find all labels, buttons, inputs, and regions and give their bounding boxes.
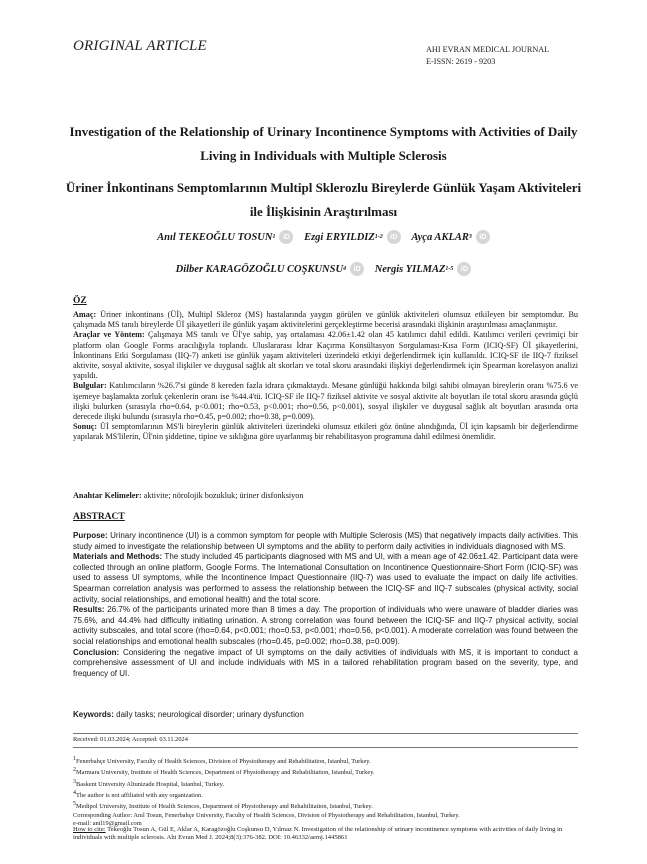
- author: Ayça AKLAR 3 iD: [411, 230, 489, 244]
- title-turkish: Üriner İnkontinans Semptomlarının Multipl Sklerozlu Bireylerde Günlük Yaşam Aktiviteleri ile İlişkisinin Araştırılması: [65, 180, 582, 219]
- orcid-icon[interactable]: iD: [387, 230, 401, 244]
- author: Dilber KARAGÖZOĞLU COŞKUNSU 4 iD: [176, 262, 364, 276]
- received-dates: Received: 01.03.2024; Accepted: 03.11.2024: [73, 736, 188, 743]
- article-type: ORIGINAL ARTICLE: [73, 38, 207, 54]
- orcid-icon[interactable]: iD: [457, 262, 471, 276]
- author: Ezgi ERYILDIZ 1-2 iD: [304, 230, 401, 244]
- orcid-icon[interactable]: iD: [350, 262, 364, 276]
- affiliation: $^5$Medipol University, Institute of Health Sciences, Department of Physiotherapy and Rehabilitation, Istanbul, Turkey.: [73, 801, 373, 811]
- email[interactable]: e-mail: anil19@gmail.com: [73, 819, 142, 827]
- journal-issn: E-ISSN: 2619 - 9203: [426, 57, 496, 66]
- abstract-results: Results: 26.7% of the participants urinated more than 8 times a day. The proportion of individuals who were unaware of bladder diaries was 75.6%, and 44.4% had difficulty initiating urination. A strong correlation was found between the ICIQ-SF and IIQ-7 physical activity, social activity subscales, and total score (rho=0.64, p<0.001; rho=0.53, p<0.001; rho=0.56, p<0.001). A moderate correlation was found between the social relationships and emotional health subscales (rho=0.45, p=0.002; rho=0.38, p=0.009).: [73, 605, 578, 646]
- abstract-conclusion: Conclusion: Considering the negative impact of UI symptoms on the daily activities of individuals with MS, it is important to conduct a comprehensive assessment of UI and include individuals with MS in a tailored rehabilitation program based on the severity, type, and frequency of UI.: [73, 647, 578, 678]
- oz-amac: Amaç: Üriner inkontinans (Üİ), Multipl Skleroz (MS) hastalarında yaygın görülen ve günlük aktiviteleri olumsuz etkileyen bir semptomdur. Bu çalışmada MS tanılı bireylerde Üİ şikayetleri ile günlük yaşam aktivitelerini gerçekleştirme becerisi arasındaki ilişkinin araştırılması amaçlanmıştır.: [73, 310, 578, 330]
- oz-heading: ÖZ: [73, 296, 87, 306]
- corresponding-author: Corresponding Author: Anıl Tosun, Fenerbahçe University, Faculty of Health Sciences, Division of Physiotherapy and Rehabilitation, Istanbul, Turkey.: [73, 811, 460, 819]
- divider: [73, 747, 578, 748]
- journal-name: AHI EVRAN MEDICAL JOURNAL: [426, 45, 550, 54]
- affiliation: $^2$Marmara University, Institute of Health Sciences, Department of Physiotherapy and Rehabilitation, Istanbul, Turkey.: [73, 767, 375, 777]
- oz-sonuc: Sonuç: Üİ semptomlarının MS'li bireylerin günlük aktiviteleri üzerindeki olumsuz etkileri göz önüne alındığında, Üİ için kapsamlı bir değerlendirme yapılarak MS'lilerin, Üİ'nin şiddetine, tipine ve sıklığına göre uyarlanmış bir rehabilitasyon programına dahil edilmesi önemlidir.: [73, 422, 578, 442]
- oz-arac: Araçlar ve Yöntem: Çalışmaya MS tanılı ve Üİ'ye sahip, yaş ortalaması 42.06±1.42 olan 45 katılımcı dahil edildi. Katılımcı verileri çevrimiçi bir platform olan Google Forms aracılığıyla toplandı. Uluslararası İdrar Kaçırma Konsültasyon Sorgulaması-Kısa Form (ICIQ-SF) Üİ şikayetlerini, İnkontinans Etki Sorgulaması (IIQ-7) anketi ise günlük yaşam aktiviteleri üzerindeki etkiyi değerlendirmek için kullanıldı. ICIQ-SF ile IIQ-7 fiziksel aktivite, sosyal aktivite, sosyal ilişkiler ve duygusal sağlık alt skorları ve total skoru arasındaki ilişkiyi değerlendirmek için Spearman korelasyon analizi yapıldı.: [73, 330, 578, 381]
- oz-keywords: Anahtar Kelimeler: aktivite; nörolojik bozukluk; üriner disfonksiyon: [73, 491, 304, 500]
- author: Nergis YILMAZ 1-5 iD: [375, 262, 472, 276]
- abstract-body: [73, 531, 578, 679]
- affiliation: $^3$Baskent University Altunizade Hospital, Istanbul, Turkey.: [73, 778, 224, 788]
- orcid-icon[interactable]: iD: [279, 230, 293, 244]
- abstract-methods: Materials and Methods: The study included 45 participants diagnosed with MS and UI, with a mean age of 42.06±1.42. Participant data were collected through an online platform, Google Forms. The International Consultation on Incontinence Questionnaire-Short Form (ICIQ-SF) was used to assess UI symptoms, while the Incontinence Impact Questionnaire (IIQ-7) was used to evaluate the impact on daily life activities. Spearman correlation analysis was performed to assess the relationship between the ICIQ-SF and IIQ-7 subscales (physical activity, social activity, social relationships, and emotional health) and the total score.: [73, 552, 578, 604]
- oz-bulgular: Bulgular: Katılımcıların %26.7'si günde 8 kereden fazla idrara çıkmaktaydı. Mesane günlüğü hakkında bilgi sahibi olmayan bireylerin oranı %75.6 ve işemeye başlamakta zorluk çekenlerin oranı ise %44.4'tü. ICIQ-SF ile IIQ-7 fiziksel aktivite ve sosyal aktivite alt boyutları ile total skoru arasında güçlü ilişki bulurken (sırasıyla rho=0.64, p<0.001; rho=0.53, p<0.001; rho=0.56, p<0.001), sosyal ilişkiler ve duygusal sağlık alt boyutları arasında orta derecede ilişki bulundu (sırasıyla rho=0.45, p=0.002; rho=0.38, p=0.009).: [73, 381, 578, 422]
- author: Anıl TEKEOĞLU TOSUN 1 iD: [157, 230, 293, 244]
- divider: [73, 733, 578, 734]
- journal-info: [426, 44, 549, 68]
- title-english: Investigation of the Relationship of Urinary Incontinence Symptoms with Activities of Daily Living in Individuals with Multiple Sclerosis: [69, 124, 578, 163]
- author-line-2: [0, 262, 647, 276]
- orcid-icon[interactable]: iD: [476, 230, 490, 244]
- abstract-keywords: Keywords: daily tasks; neurological disorder; urinary dysfunction: [73, 710, 304, 719]
- affiliation: $^1$Fenerbahçe University, Faculty of Health Sciences, Division of Physiotherapy and Rehabilitation, Istanbul, Turkey.: [73, 756, 371, 766]
- affiliations: [73, 755, 460, 828]
- abstract-heading: ABSTRACT: [73, 512, 125, 522]
- how-to-cite: How to cite: Tekeoğlu Tosun A, Gül E, Aklar A, Karagözoğlu Coşkunsu D, Yılmaz N. Investigation of the relationship of urinary incontinence symptoms with activities of daily living in individuals with multiple sclerosis. Ahi Evran Med J. 2024;8(3):376-382. DOI: 10.46332/aemj.1445861: [73, 826, 563, 842]
- abstract-purpose: Purpose: Urinary incontinence (UI) is a common symptom for people with Multiple Sclerosis (MS) that negatively impacts daily activities. This study aimed to investigate the relationship between UI symptoms and the ability to perform daily activities in individuals diagnosed with MS.: [73, 531, 578, 551]
- affiliation: $^4$The author is not affiliated with any organization.: [73, 789, 203, 800]
- oz-body: [73, 310, 578, 443]
- author-line-1: [0, 230, 647, 244]
